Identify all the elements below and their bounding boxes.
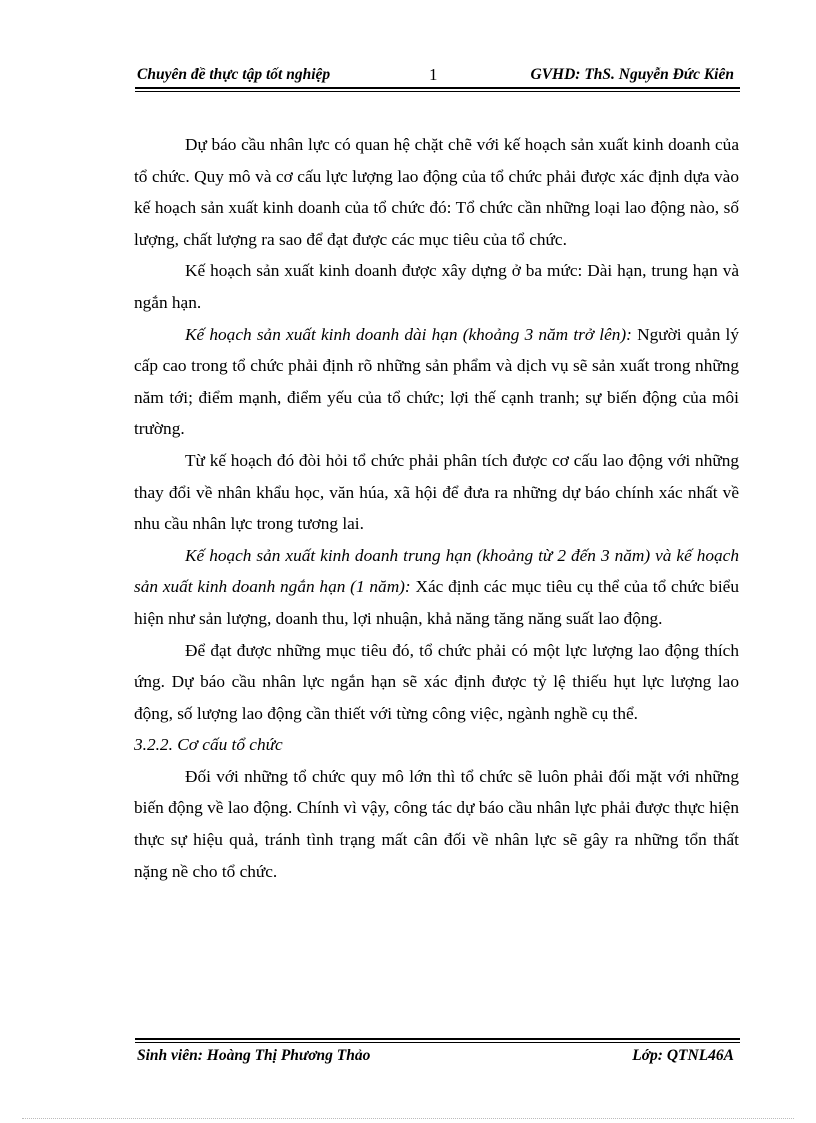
- footer-student: Sinh viên: Hoàng Thị Phương Thảo: [137, 1047, 371, 1064]
- paragraph-4: Từ kế hoạch đó đòi hỏi tổ chức phải phân tích được cơ cấu lao động với những thay đổi về nhân khẩu học, văn húa, xã hội để đưa ra những dự báo chính xác nhất về nhu cầu nhân lực trong tương lai.: [134, 450, 739, 534]
- paragraph-5-italic-lead: Kế hoạch sản xuất kinh doanh trung hạn (khoảng từ 2 đến 3 năm) và kế hoạch sản xuất kinh doanh ngắn hạn (1 năm):: [134, 545, 739, 597]
- header-divider-thin: [135, 91, 740, 92]
- paragraph-5: [134, 540, 739, 635]
- document-body: [134, 129, 739, 887]
- paragraph-7: Đối với những tổ chức quy mô lớn thì tổ chức sẽ luôn phải đối mặt với những biến động về lao động. Chính vì vậy, công tác dự báo cầu nhân lực phải được thực hiện thực sự hiệu quả, tránh tình trạng mất cân đối về nhân lực sẽ gây ra những tổn thất nặng nề cho tổ chức.: [134, 766, 739, 881]
- footer-divider: [135, 1038, 740, 1040]
- header-divider: [135, 87, 740, 89]
- paragraph-1: Dự báo cầu nhân lực có quan hệ chặt chẽ với kế hoạch sản xuất kinh doanh của tổ chức. Quy mô và cơ cấu lực lượng lao động của tổ chức phải được xác định dựa vào kế hoạch sản xuất kinh doanh của tổ chức đó: Tổ chức cần những loại lao động nào, số lượng, chất lượng ra sao để đạt được các mục tiêu của tổ chức.: [134, 135, 739, 249]
- section-heading: 3.2.2. Cơ cấu tổ chức: [134, 735, 283, 755]
- paragraph-6: Để đạt được những mục tiêu đó, tổ chức phải có một lực lượng lao động thích ứng. Dự báo cầu nhân lực ngắn hạn sẽ xác định được tỷ lệ thiếu hụt lực lượng lao động, số lượng lao động cần thiết với từng công việc, ngành nghề cụ thể.: [134, 640, 739, 723]
- paragraph-5-text: Xác định các mục tiêu cụ thể của tổ chức biểu hiện như sản lượng, doanh thu, lợi nhuận, khả năng tăng năng suất lao động.: [134, 577, 739, 628]
- paragraph-3-italic-lead: Kế hoạch sản xuất kinh doanh dài hạn (khoảng 3 năm trở lên):: [185, 324, 632, 344]
- paragraph-2: Kế hoạch sản xuất kinh doanh được xây dựng ở ba mức: Dài hạn, trung hạn và ngắn hạn.: [134, 261, 739, 312]
- page-footer: [135, 1046, 740, 1070]
- paragraph-3: [134, 319, 739, 445]
- header-title: Chuyên đề thực tập tốt nghiệp: [137, 66, 331, 83]
- page-edge-line: [22, 1118, 794, 1119]
- page-number: 1: [429, 65, 438, 84]
- paragraph-3-text: Người quản lý cấp cao trong tổ chức phải định rõ những sản phẩm và dịch vụ sẽ sản xuất trong những năm tới; điểm mạnh, điểm yếu của tổ chức; lợi thế cạnh tranh; sự biến động của môi trường.: [134, 324, 739, 439]
- header-supervisor: GVHD: ThS. Nguyễn Đức Kiên: [530, 66, 734, 83]
- page-header: [135, 62, 740, 86]
- footer-divider-thin: [135, 1042, 740, 1043]
- footer-class: Lớp: QTNL46A: [632, 1047, 734, 1064]
